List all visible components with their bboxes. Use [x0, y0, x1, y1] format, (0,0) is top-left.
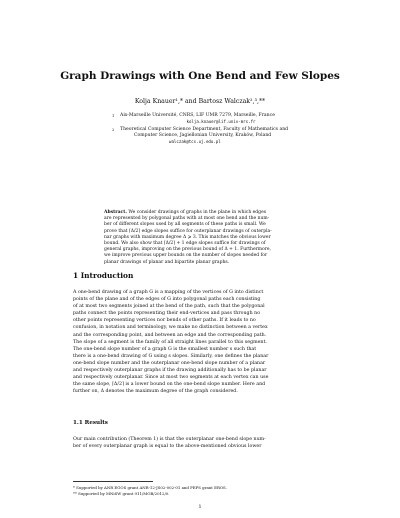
body-line: The one-bend slope number of a graph G is the smallest number s such that	[73, 346, 257, 352]
paper-title: Graph Drawings with One Bend and Few Slopes	[60, 70, 340, 82]
affiliation-number: 1	[112, 114, 115, 118]
affiliation-email: kolja.knauer@lif.univ-mrs.fr	[186, 119, 256, 124]
body-line: and respectively outerplanar. Since at most two segments at each vertex can use	[73, 375, 269, 381]
abstract-line: We consider drawings of graphs in the plane in which edges	[128, 210, 267, 215]
subsection-heading: 1.1 Results	[73, 420, 108, 426]
intro-paragraph	[73, 289, 327, 395]
affiliation-email: walczak@tcs.uj.edu.pl	[169, 139, 221, 144]
affiliation-1	[112, 113, 302, 125]
abstract	[104, 210, 296, 266]
body-line: the same slope, ⌈Δ/2⌉ is a lower bound on the one-bend slope number. Here and	[73, 382, 266, 388]
abstract-line: are represented by polygonal paths with at most one bend and the num-	[104, 216, 270, 222]
abstract-line: nar graphs with maximum degree Δ ⩾ 3. This matches the obvious lower	[104, 234, 271, 240]
footnote: ** Supported by MNiSW grant 911/MOB/2012/0.	[73, 491, 170, 496]
abstract-line: ber of different slopes used by all segments of these paths is small. We	[104, 222, 266, 228]
footnote: * Supported by ANR EGOS grant ANR-12-JS02-002-01 and PEPS grant EROS.	[73, 485, 227, 490]
affiliation-line: Aix-Marseille Université, CNRS, LIF UMR 7279, Marseille, France	[120, 113, 275, 118]
body-line: paths connect the points representing their end-vertices and pass through no	[73, 311, 261, 317]
body-line: The slope of a segment is the family of all straight lines parallel to this segment.	[73, 339, 267, 345]
abstract-line: prove that ⌈Δ/2⌉ edge slopes suffice for outerplanar drawings of outerpla-	[104, 228, 272, 234]
results-paragraph	[73, 436, 327, 450]
affiliation-line: Theoretical Computer Science Department, Faculty of Mathematics and	[120, 127, 289, 132]
affiliation-2	[112, 127, 312, 145]
body-line: and the corresponding point, and between an edge and the corresponding path.	[73, 332, 267, 338]
paper-authors: Kolja Knauer¹,* and Bartosz Walczak²,³,**	[134, 98, 266, 105]
body-line: there is a one-bend drawing of G using s slopes. Similarly, one defines the planar	[73, 353, 269, 359]
abstract-line: bound. We also show that ⌈Δ/2⌉ + 1 edge slopes suffice for drawings of	[104, 241, 266, 247]
body-line: and respectively outerplanar graphs if the drawing additionally has to be planar	[73, 368, 267, 374]
body-line: one-bend slope number and the outerplanar one-bend slope number of a planar	[73, 360, 266, 366]
section-heading: 1 Introduction	[73, 271, 134, 280]
body-line: confusion, in notation and terminology, we make no distinction between a vertex	[73, 325, 268, 331]
body-line: other points representing vertices nor bends of other paths. If it leads to no	[73, 318, 256, 324]
affiliation-line: Computer Science, Jagiellonian University, Kraków, Poland	[134, 133, 272, 138]
page-number: 1	[198, 505, 202, 510]
body-line: points of the plane and of the edges of G into polygonal paths each consisting	[73, 297, 261, 303]
footnote-rule	[73, 481, 153, 482]
body-line: A one-bend drawing of a graph G is a mapping of the vertices of G into distinct	[73, 290, 264, 295]
body-line: of at most two segments joined at the bend of the path, such that the polygonal	[73, 304, 265, 310]
abstract-line: we improve previous upper bounds on the number of slopes needed for	[104, 253, 268, 259]
body-line: Our main contribution (Theorem 1) is that the outerplanar one-bend slope num-	[73, 437, 266, 442]
body-line: ber of every outerplanar graph is equal to the above-mentioned obvious lower	[73, 444, 262, 450]
abstract-label: Abstract.	[104, 210, 127, 215]
abstract-line: planar drawings of planar and bipartite planar graphs.	[104, 259, 230, 265]
affiliation-number: 2	[112, 128, 115, 132]
body-line: further on, Δ denotes the maximum degree of the graph considered.	[73, 389, 238, 395]
abstract-line: general graphs, improving on the previous bound of Δ + 1. Furthermore,	[104, 247, 271, 253]
